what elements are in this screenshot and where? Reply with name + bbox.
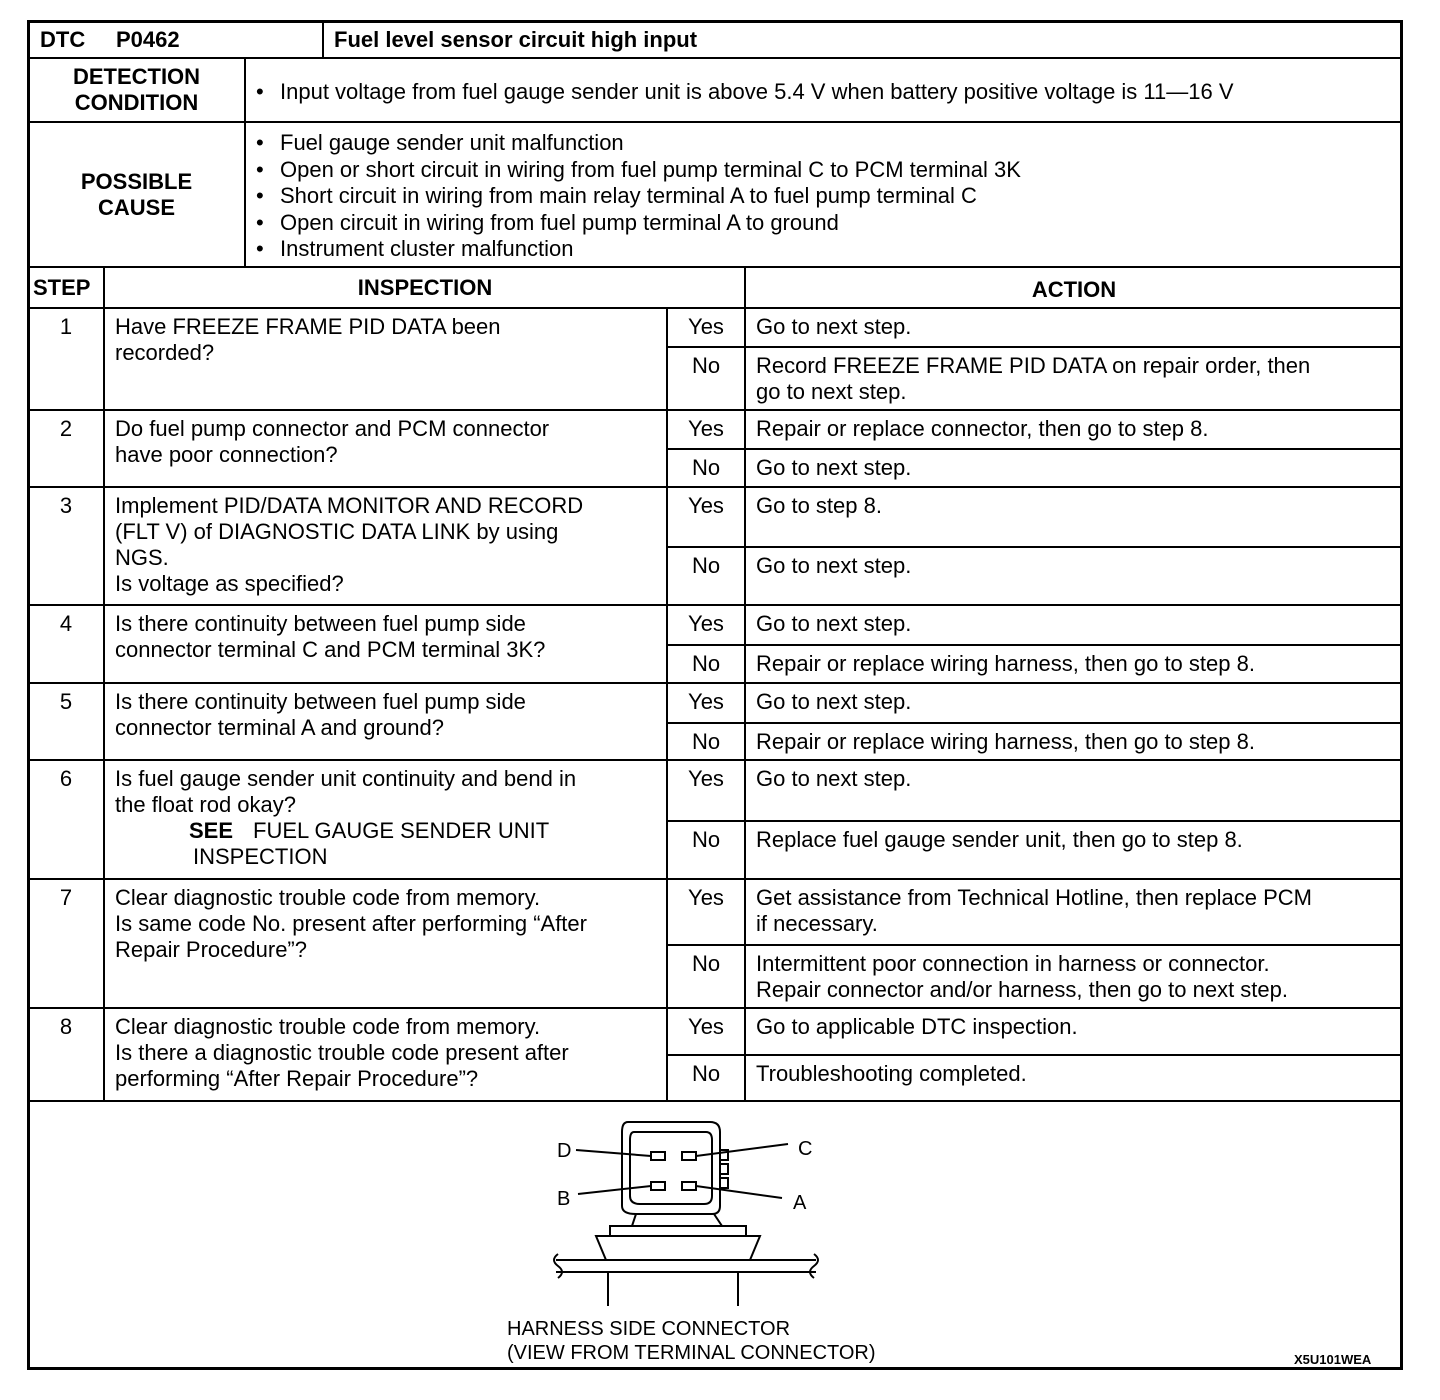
step-number: 1 xyxy=(59,314,73,339)
inspection-text: recorded? xyxy=(115,340,215,365)
cause-item: • Open or short circuit in wiring from fuel pump terminal C to PCM terminal 3K xyxy=(250,157,1021,184)
inspection-text: Is same code No. present after performing “After xyxy=(115,911,587,936)
no-label: No xyxy=(691,1061,721,1086)
divider xyxy=(666,1054,1403,1056)
divider xyxy=(666,546,1403,548)
inspection-text: Implement PID/DATA MONITOR AND RECORD xyxy=(115,493,584,518)
divider xyxy=(27,409,1403,411)
divider xyxy=(666,448,1403,450)
column-header-step: STEP xyxy=(33,275,91,300)
detection-item: • Input voltage from fuel gauge sender unit is above 5.4 V when battery positive voltage is 11—16 V xyxy=(250,79,1234,106)
yes-action: Go to next step. xyxy=(756,314,912,339)
see-reference: FUEL GAUGE SENDER UNIT xyxy=(253,818,550,843)
step-number: 5 xyxy=(59,689,73,714)
figure-code: X5U101WEA xyxy=(1294,1352,1372,1367)
divider xyxy=(27,682,1403,684)
inspection-text: Repair Procedure”? xyxy=(115,937,307,962)
inspection-text: connector terminal C and PCM terminal 3K? xyxy=(115,637,546,662)
diagram-caption: HARNESS SIDE CONNECTOR (VIEW FROM TERMINAL CONNECTOR) xyxy=(507,1318,876,1364)
inspection-text: Is fuel gauge sender unit continuity and bend in xyxy=(115,766,577,791)
no-label: No xyxy=(691,951,721,976)
terminal-label-d: D xyxy=(557,1140,572,1162)
cause-item: • Short circuit in wiring from main relay terminal A to fuel pump terminal C xyxy=(250,183,1021,210)
no-action: Go to next step. xyxy=(756,553,912,578)
divider xyxy=(666,820,1403,822)
no-action: Replace fuel gauge sender unit, then go to step 8. xyxy=(756,827,1243,852)
terminal-label-b: B xyxy=(557,1188,571,1210)
yes-action: Go to step 8. xyxy=(756,493,882,518)
yes-action: Go to next step. xyxy=(756,766,912,791)
dtc-label: DTC xyxy=(40,27,86,52)
yes-label: Yes xyxy=(688,416,724,441)
divider xyxy=(666,346,1403,348)
yes-action: Go to applicable DTC inspection. xyxy=(756,1014,1078,1039)
terminal-label-c: C xyxy=(798,1138,813,1160)
divider xyxy=(27,1100,1403,1102)
yes-action: if necessary. xyxy=(756,911,878,936)
divider xyxy=(27,307,1403,309)
inspection-text: (FLT V) of DIAGNOSTIC DATA LINK by using xyxy=(115,519,559,544)
divider xyxy=(666,644,1403,646)
divider xyxy=(27,878,1403,880)
no-action: Repair or replace wiring harness, then go to step 8. xyxy=(756,651,1255,676)
inspection-text: the float rod okay? xyxy=(115,792,297,817)
no-label: No xyxy=(691,553,721,578)
column-header-action: ACTION xyxy=(1031,277,1117,302)
divider xyxy=(27,57,1403,59)
yes-action: Repair or replace connector, then go to step 8. xyxy=(756,416,1209,441)
divider xyxy=(322,20,324,58)
divider xyxy=(27,121,1403,123)
no-action: Repair connector and/or harness, then go to next step. xyxy=(756,977,1288,1002)
yes-label: Yes xyxy=(688,689,724,714)
possible-cause-label: POSSIBLE CAUSE xyxy=(80,169,193,220)
inspection-text: NGS. xyxy=(115,545,169,570)
inspection-text: connector terminal A and ground? xyxy=(115,715,445,740)
inspection-text: Clear diagnostic trouble code from memory. xyxy=(115,1014,541,1039)
yes-action: Go to next step. xyxy=(756,689,912,714)
cause-item: • Open circuit in wiring from fuel pump terminal A to ground xyxy=(250,210,1021,237)
no-label: No xyxy=(691,455,721,480)
inspection-text: Clear diagnostic trouble code from memory. xyxy=(115,885,541,910)
step-number: 3 xyxy=(59,493,73,518)
step-number: 6 xyxy=(59,766,73,791)
yes-label: Yes xyxy=(688,1014,724,1039)
no-label: No xyxy=(691,729,721,754)
inspection-text: Do fuel pump connector and PCM connector xyxy=(115,416,550,441)
no-label: No xyxy=(691,353,721,378)
connector-diagram xyxy=(540,1110,840,1325)
cause-item: • Fuel gauge sender unit malfunction xyxy=(250,130,1021,157)
divider xyxy=(27,1007,1403,1009)
yes-label: Yes xyxy=(688,611,724,636)
divider xyxy=(27,266,1403,268)
no-action: Repair or replace wiring harness, then go to step 8. xyxy=(756,729,1255,754)
step-number: 2 xyxy=(59,416,73,441)
step-number: 8 xyxy=(59,1014,73,1039)
terminal-label-a: A xyxy=(793,1192,807,1214)
divider xyxy=(27,486,1403,488)
see-label: SEE xyxy=(189,818,234,843)
yes-label: Yes xyxy=(688,885,724,910)
no-label: No xyxy=(691,827,721,852)
cause-item: • Instrument cluster malfunction xyxy=(250,236,1021,263)
no-action: Intermittent poor connection in harness or connector. xyxy=(756,951,1270,976)
dtc-title: Fuel level sensor circuit high input xyxy=(334,27,698,52)
dtc-code: P0462 xyxy=(116,27,180,52)
no-action: Troubleshooting completed. xyxy=(756,1061,1027,1086)
step-number: 7 xyxy=(59,885,73,910)
divider xyxy=(666,722,1403,724)
possible-cause-list xyxy=(250,130,1021,263)
inspection-text: performing “After Repair Procedure”? xyxy=(115,1066,479,1091)
inspection-text: Is there continuity between fuel pump side xyxy=(115,689,526,714)
inspection-text: Is there a diagnostic trouble code present after xyxy=(115,1040,569,1065)
yes-action: Get assistance from Technical Hotline, then replace PCM xyxy=(756,885,1312,910)
yes-label: Yes xyxy=(688,766,724,791)
divider xyxy=(244,57,246,267)
yes-label: Yes xyxy=(688,493,724,518)
column-header-inspection: INSPECTION xyxy=(357,275,493,300)
inspection-text: Is voltage as specified? xyxy=(115,571,344,596)
detection-label: DETECTION CONDITION xyxy=(72,64,201,115)
step-number: 4 xyxy=(59,611,73,636)
divider xyxy=(666,944,1403,946)
yes-label: Yes xyxy=(688,314,724,339)
detection-list xyxy=(250,79,1234,106)
no-action: Record FREEZE FRAME PID DATA on repair order, then xyxy=(756,353,1311,378)
yes-action: Go to next step. xyxy=(756,611,912,636)
inspection-text: Is there continuity between fuel pump side xyxy=(115,611,526,636)
no-action: Go to next step. xyxy=(756,455,912,480)
no-label: No xyxy=(691,651,721,676)
divider xyxy=(27,759,1403,761)
inspection-text: have poor connection? xyxy=(115,442,338,467)
no-action: go to next step. xyxy=(756,379,907,404)
inspection-text: Have FREEZE FRAME PID DATA been xyxy=(115,314,501,339)
divider xyxy=(27,604,1403,606)
see-reference: INSPECTION xyxy=(193,844,328,869)
